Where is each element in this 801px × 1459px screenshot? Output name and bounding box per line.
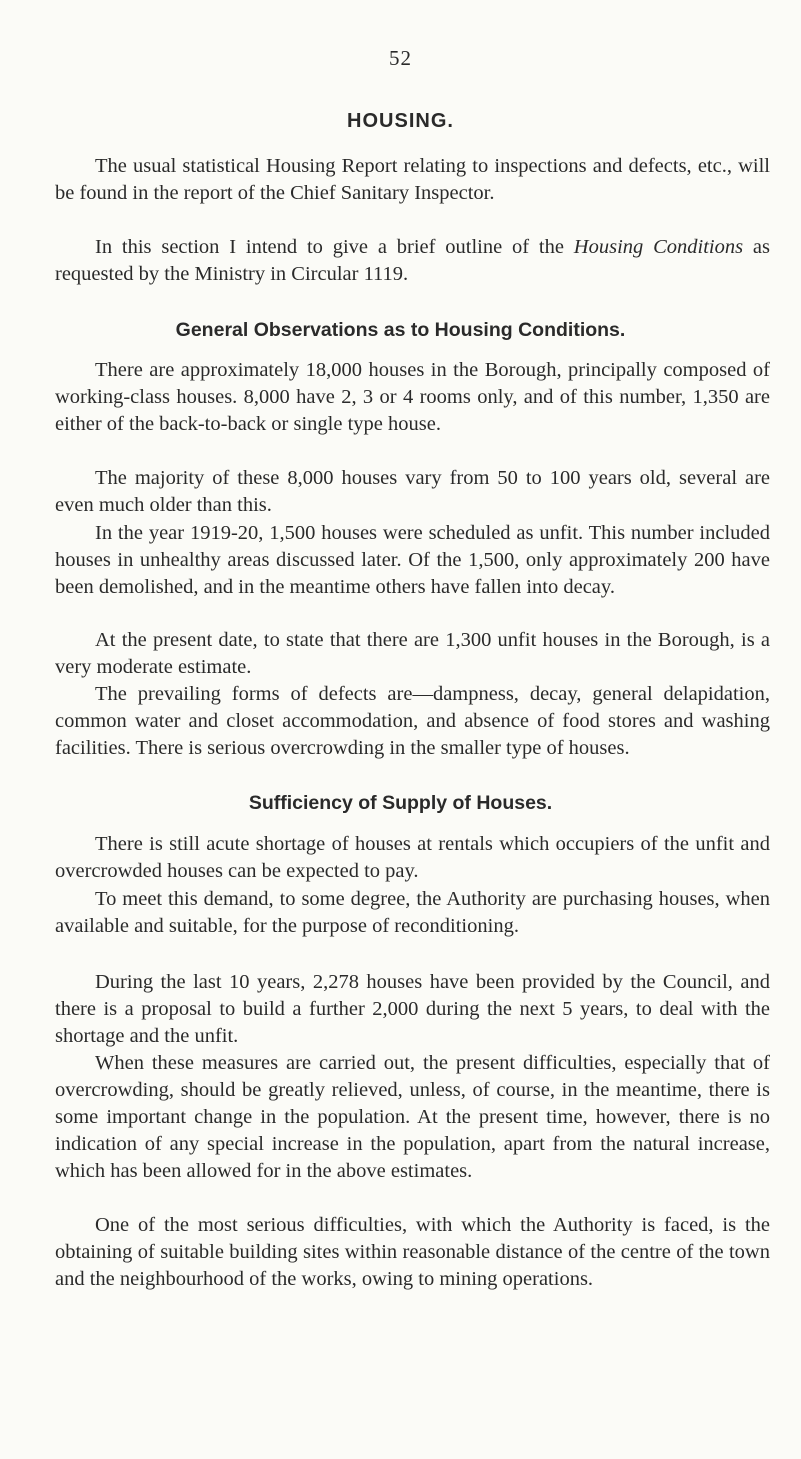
sufficiency-paragraph: One of the most serious difficulties, with which the Authority is faced, is the obtaining of suitable building sites within reasonable distance of the centre of the town and the neighbourhood of the works, owing to mining operations. — [55, 1214, 770, 1290]
sufficiency-paragraph: During the last 10 years, 2,278 houses have been provided by the Council, and there is a proposal to build a further 2,000 during the next 5 years, to deal with the shortage and the unfit. — [55, 971, 770, 1047]
general-paragraph: There are approximately 18,000 houses in the Borough, principally composed of working-class houses. 8,000 have 2, 3 or 4 rooms only, and of this number, 1,350 are either of the back-to-back or single type house. — [55, 359, 770, 435]
section-heading: HOUSING. — [347, 110, 454, 132]
sufficiency-heading: Sufficiency of Supply of Houses. — [248, 792, 553, 814]
general-paragraph: In the year 1919-20, 1,500 houses were scheduled as unfit. This number included houses in unhealthy areas discussed later. Of the 1,500, only approximately 200 have been demolished, and in the meantime others have fallen into decay. — [55, 522, 770, 598]
general-paragraph: The majority of these 8,000 houses vary from 50 to 100 years old, several are even much older than this. — [55, 467, 770, 516]
sufficiency-paragraph: When these measures are carried out, the present difficulties, especially that of overcrowding, should be greatly relieved, unless, of course, in the meantime, there is some important change in the population. At the present time, however, there is no indication of any special increase in the population, apart from the natural increase, which has been allowed for in the above estimates. — [55, 1052, 770, 1182]
general-observations-heading: General Observations as to Housing Conditions. — [175, 319, 626, 341]
sufficiency-paragraph: To meet this demand, to some degree, the Authority are purchasing houses, when available and suitable, for the purpose of reconditioning. — [55, 888, 770, 937]
general-paragraph: The prevailing forms of defects are—dampness, decay, general delapidation, common water and closet accommodation, and absence of food stores and washing facilities. There is serious overcrowding in the smaller type of houses. — [55, 683, 770, 759]
sufficiency-paragraph: There is still acute shortage of houses at rentals which occupiers of the unfit and overcrowded houses can be expected to pay. — [55, 833, 770, 882]
general-paragraph: At the present date, to state that there are 1,300 unfit houses in the Borough, is a very moderate estimate. — [55, 629, 770, 678]
intro-paragraph-1: The usual statistical Housing Report relating to inspections and defects, etc., will be found in the report of the Chief Sanitary Inspector. — [55, 155, 770, 204]
intro-paragraph-2: In this section I intend to give a brief outline of the Housing Conditions as requested by the Ministry in Circular 1119. — [55, 236, 770, 285]
page-number: 52 — [389, 46, 412, 70]
